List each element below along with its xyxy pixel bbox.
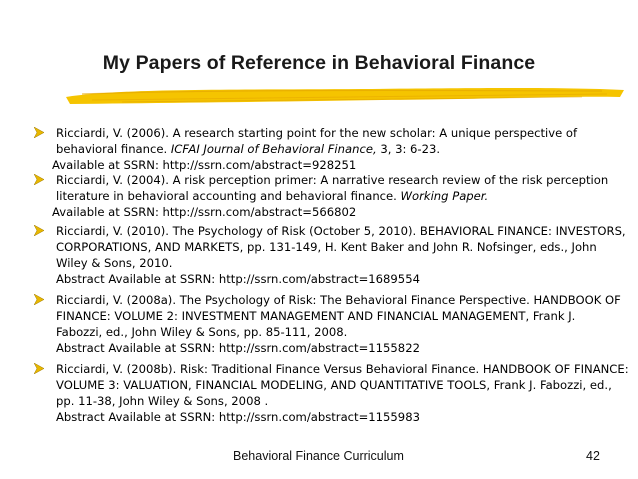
reference-text: Ricciardi, V. (2008a). The Psychology of Risk: The Behavioral Finance Perspective. HANDBOOK OF bbox=[56, 293, 621, 307]
reference-text: behavioral finance. ICFAI Journal of Behavioral Finance, 3, 3: 6-23. bbox=[56, 142, 441, 156]
slide-title: My Papers of Reference in Behavioral Finance bbox=[102, 52, 536, 74]
reference-text: CORPORATIONS, AND MARKETS, pp. 131-149, H. Kent Baker and John R. Nofsinger, eds., John bbox=[56, 240, 597, 254]
arrowhead-bullet-icon bbox=[34, 225, 44, 236]
arrowhead-bullet-icon bbox=[34, 174, 44, 185]
reference-text: FINANCE: VOLUME 2: INVESTMENT MANAGEMENT AND FINANCIAL MANAGEMENT, Frank J. bbox=[56, 309, 576, 323]
arrowhead-bullet-icon bbox=[34, 127, 44, 138]
reference-text: literature in behavioral accounting and behavioral finance. Working Paper. bbox=[56, 189, 489, 203]
reference-text: pp. 11-38, John Wiley & Sons, 2008 . bbox=[56, 394, 269, 408]
arrowhead-bullet-icon bbox=[34, 363, 44, 374]
reference-text: Ricciardi, V. (2008b). Risk: Traditional Finance Versus Behavioral Finance. HANDBOOK OF FINANCE: bbox=[56, 362, 629, 376]
page-number: 42 bbox=[586, 449, 600, 463]
reference-text: Wiley & Sons, 2010. bbox=[56, 256, 173, 270]
journal-title: ICFAI Journal of Behavioral Finance, bbox=[170, 142, 377, 156]
arrowhead-bullet-icon bbox=[34, 294, 44, 305]
reference-text: VOLUME 3: VALUATION, FINANCIAL MODELING, AND QUANTITATIVE TOOLS, Frank J. Fabozzi, ed., bbox=[56, 378, 612, 392]
reference-text: Ricciardi, V. (2010). The Psychology of Risk (October 5, 2010). BEHAVIORAL FINANCE: INVESTORS, bbox=[56, 224, 626, 238]
ssrn-link-text: Abstract Available at SSRN: http://ssrn.com/abstract=1155983 bbox=[56, 410, 420, 424]
reference-text: Ricciardi, V. (2006). A research starting point for the new scholar: A unique perspective of bbox=[56, 126, 578, 140]
ssrn-link-text: Available at SSRN: http://ssrn.com/abstract=566802 bbox=[52, 205, 357, 219]
footer-text: Behavioral Finance Curriculum bbox=[233, 449, 404, 463]
ssrn-link-text: Abstract Available at SSRN: http://ssrn.com/abstract=1689554 bbox=[56, 272, 420, 286]
reference-text: Fabozzi, ed., John Wiley & Sons, pp. 85-111, 2008. bbox=[56, 325, 348, 339]
paper-type: Working Paper. bbox=[400, 189, 489, 203]
ssrn-link-text: Available at SSRN: http://ssrn.com/abstract=928251 bbox=[52, 158, 357, 172]
reference-text: Ricciardi, V. (2004). A risk perception primer: A narrative research review of the risk perception bbox=[56, 173, 609, 187]
ssrn-link-text: Abstract Available at SSRN: http://ssrn.com/abstract=1155822 bbox=[56, 341, 420, 355]
